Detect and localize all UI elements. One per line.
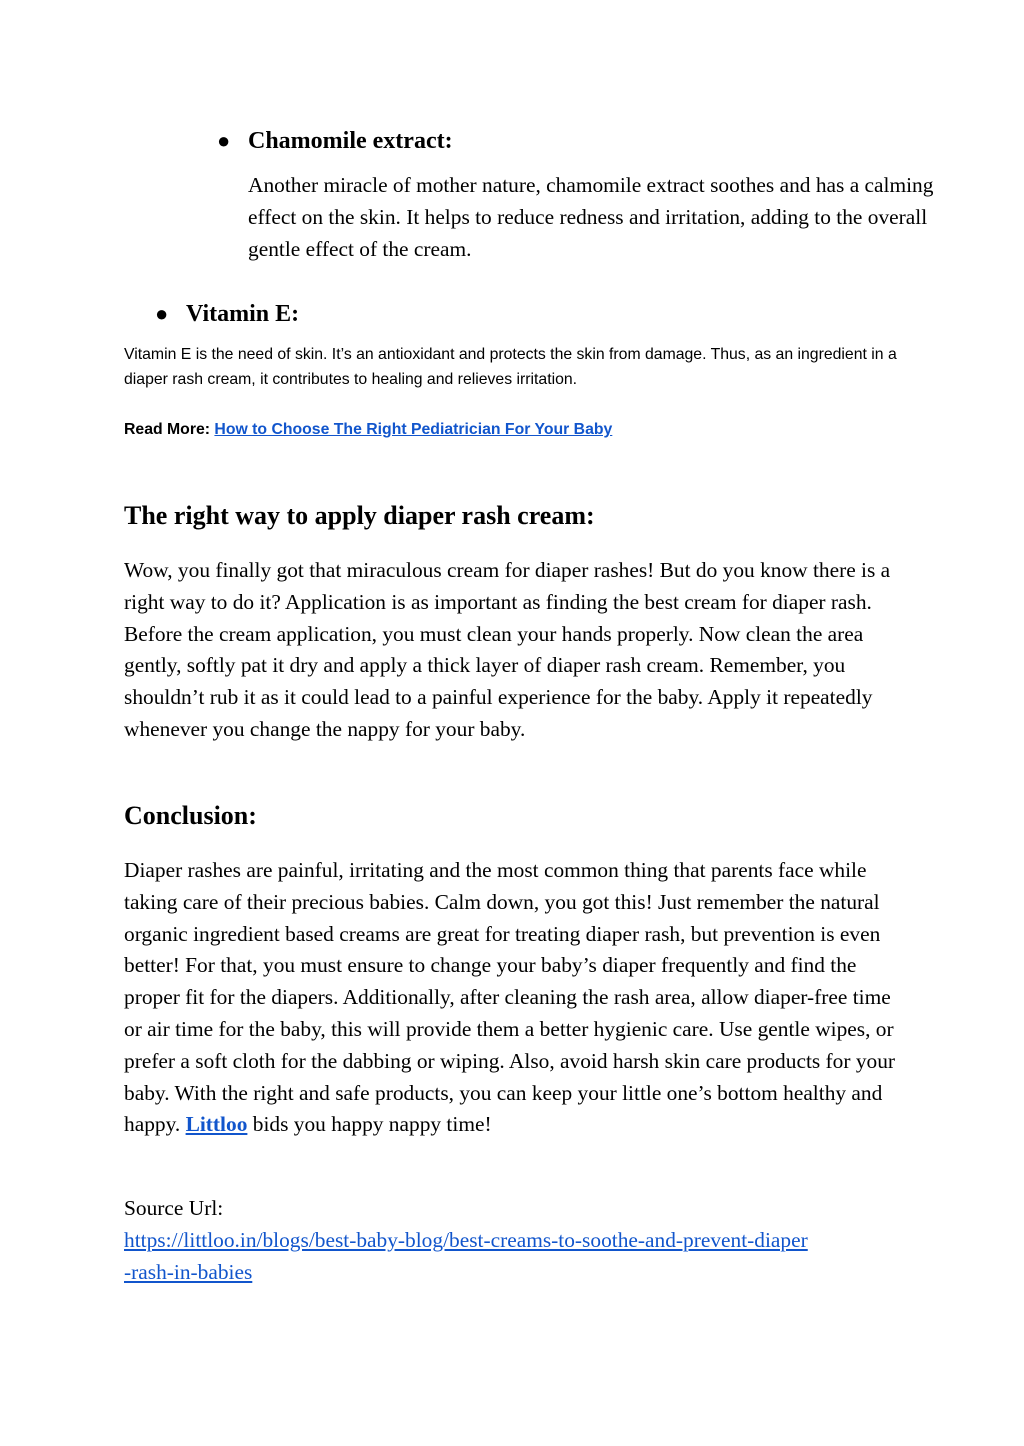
vitamin-e-body: Vitamin E is the need of skin. It’s an antioxidant and protects the skin from damage. Thus, as an ingredient in a diaper rash cream, it contributes to healing and relieves irritation. xyxy=(124,346,897,388)
conclusion-body xyxy=(124,855,904,1141)
bullet-icon: ● xyxy=(217,128,231,153)
chamomile-title: Chamomile extract: xyxy=(248,128,453,154)
conclusion-closing-text: bids you happy nappy time! xyxy=(252,1112,492,1137)
read-more-link[interactable]: How to Choose The Right Pediatrician For Your Baby xyxy=(214,421,613,438)
read-more-label: Read More: xyxy=(124,421,211,438)
vitamin-e-title: Vitamin E: xyxy=(186,301,300,327)
littloo-link[interactable]: Littloo xyxy=(185,1112,248,1137)
bullet-icon: ● xyxy=(155,301,169,326)
conclusion-text: Diaper rashes are painful, irritating and the most common thing that parents face while taking care of their precious babies. Calm down, you got this! Just remember the natural organic ingredient based creams are great for treating diaper rash, but prevention is even better! For that, you must ensure to change your baby’s diaper frequently and find the proper fit for the diapers. Additionally, after cleaning the rash area, allow diaper-free time or air time for the baby, this will provide them a better hygienic care. Use gentle wipes, or prefer a soft cloth for the dabbing or wiping. Also, avoid harsh skin care products for your baby. With the right and safe products, you can keep your little one’s bottom healthy and happy. xyxy=(124,858,896,1137)
apply-body: Wow, you finally got that miraculous cream for diaper rashes! But do you know there is a right way to do it? Application is as important as finding the best cream for diaper rash. Before the cream application, you must clean your hands properly. Now clean the area gently, softly pat it dry and apply a thick layer of diaper rash cream. Remember, you shouldn’t rub it as it could lead to a painful experience for the baby. Apply it repeatedly whenever you change the nappy for your baby. xyxy=(124,558,891,741)
apply-heading: The right way to apply diaper rash cream: xyxy=(124,501,595,530)
source-block xyxy=(124,1193,904,1288)
read-more-line xyxy=(124,417,904,442)
source-label: Source Url: xyxy=(124,1196,224,1220)
chamomile-body: Another miracle of mother nature, chamomile extract soothes and has a calming effect on the skin. It helps to reduce redness and irritation, adding to the overall gentle effect of the cream. xyxy=(248,173,934,261)
source-url-line-2: -rash-in-babies xyxy=(124,1259,253,1284)
conclusion-heading: Conclusion: xyxy=(124,801,257,830)
source-url-link[interactable] xyxy=(124,1225,904,1289)
source-url-line-1: https://littloo.in/blogs/best-baby-blog/best-creams-to-soothe-and-prevent-diaper xyxy=(124,1227,808,1252)
